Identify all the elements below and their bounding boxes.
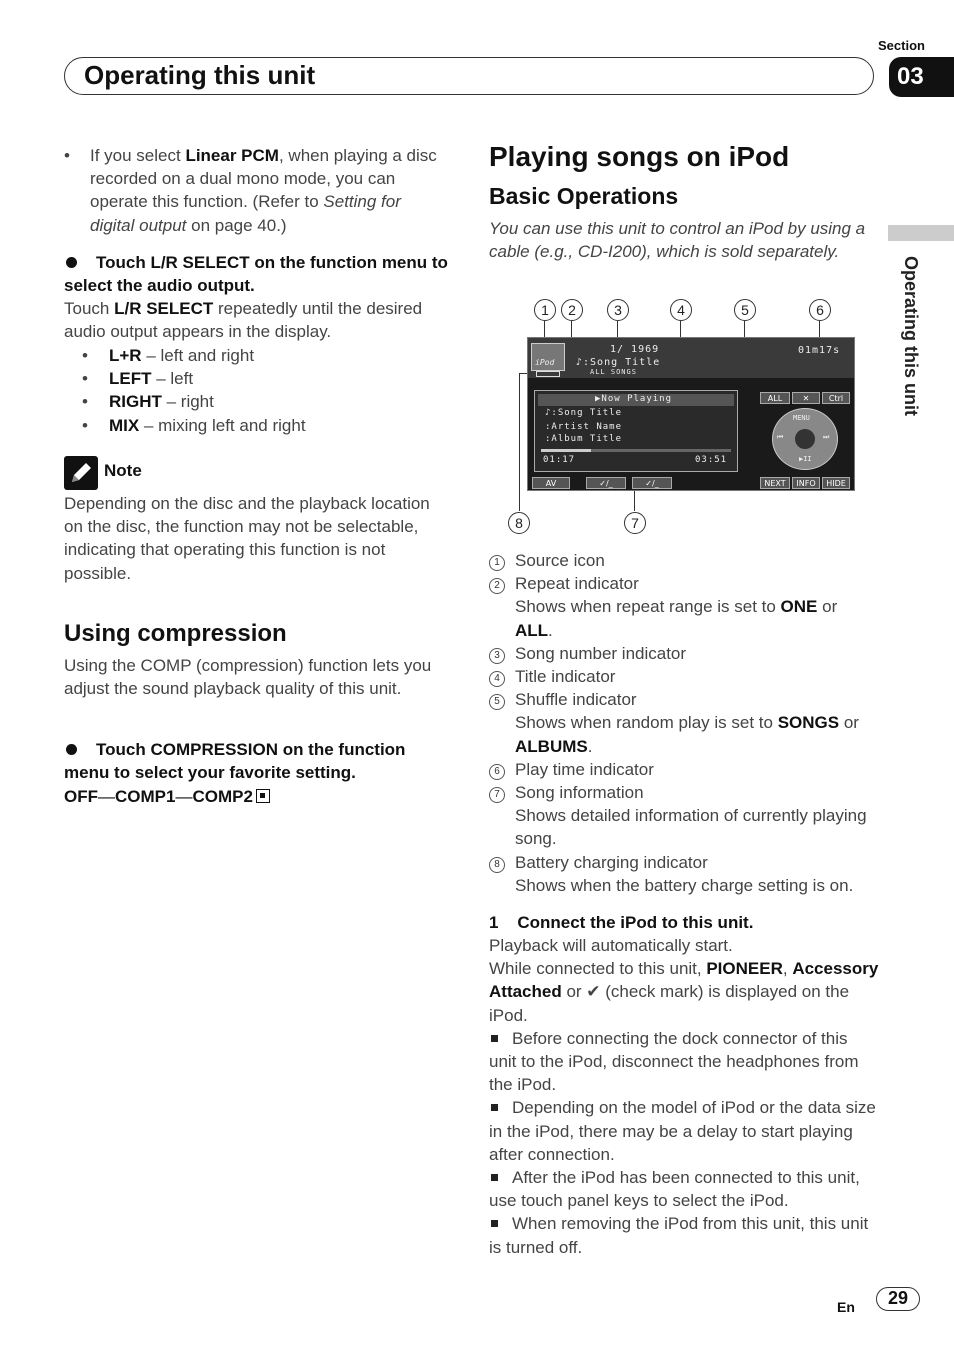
item-label: Title indicator: [515, 667, 616, 687]
item-number: 2: [489, 578, 505, 594]
connect-description: [489, 934, 879, 1259]
item-label: Source icon: [515, 551, 605, 570]
compression-heading: Using compression: [64, 620, 287, 647]
item-label: Song information: [515, 783, 644, 803]
list-item: [489, 549, 879, 572]
note-text: Before connecting the dock connector of this unit to the iPod, disconnect the headphones from the iPod.: [489, 1028, 859, 1095]
item-label: Song number indicator: [515, 643, 687, 663]
check-button-1[interactable]: ✓/_: [586, 477, 626, 489]
bullet-text-mid: , when playing a disc recorded on a dual mono mode, you can operate this function. (Refer to: [90, 146, 437, 212]
desc-text: Shows when repeat range is set to: [515, 597, 781, 617]
note-text: When removing the iPod from this unit, this unit is turned off.: [489, 1214, 869, 1257]
comp-setting: COMP1: [115, 787, 176, 806]
callout-4: 4: [670, 299, 692, 321]
option-desc: – left: [151, 369, 194, 389]
list-item: • RIGHT – right: [82, 392, 214, 412]
item-label: Battery charging indicator: [515, 852, 708, 872]
item-number: 8: [489, 857, 505, 873]
desc-text: Touch: [64, 299, 115, 318]
list-item: [489, 851, 879, 874]
list-item: [489, 781, 879, 804]
item-number: 6: [489, 764, 505, 780]
desc-bold: L/R SELECT: [114, 299, 214, 318]
callout-5: 5: [734, 299, 756, 321]
list-item: • LEFT – left: [82, 369, 194, 389]
callout-1: 1: [534, 299, 556, 321]
note-item: [489, 1166, 879, 1212]
item-number: 3: [489, 648, 505, 664]
bullet-text-post: on page 40.): [186, 215, 287, 235]
menu-label: MENU: [793, 414, 810, 422]
item-description: Shows when the battery charge setting is on.: [515, 875, 854, 895]
option-key: RIGHT: [109, 392, 162, 412]
total-time: 03:51: [695, 455, 728, 465]
list-item: • L+R – left and right: [82, 346, 255, 365]
page-number: 29: [876, 1287, 920, 1311]
desc-text: or: [817, 597, 838, 617]
connect-text: or ✔ (check mark) is displayed on the iPod.: [489, 982, 850, 1025]
desc-bold: SONGS: [777, 713, 840, 733]
note-label: Note: [104, 461, 142, 480]
side-tab-marker: [888, 225, 954, 241]
info-button[interactable]: INFO: [792, 477, 820, 489]
bullet-bold: Linear PCM: [185, 146, 279, 165]
note-pencil-icon: [64, 456, 98, 490]
side-tab-label: Operating this unit: [901, 256, 921, 416]
callout-2: 2: [561, 299, 583, 321]
source-label: iPod: [535, 358, 555, 367]
list-item: [489, 758, 879, 781]
option-key: LEFT: [109, 369, 152, 389]
av-menu-button[interactable]: AV MENU: [532, 477, 570, 489]
ipod-intro: You can use this unit to control an iPod by using a cable (e.g., CD-I200), which is sold separately.: [489, 219, 866, 262]
connect-bold: PIONEER: [706, 959, 783, 979]
note-text: Depending on the model of iPod or the data size in the iPod, there may be a delay to start playing after connection.: [489, 1098, 876, 1164]
option-key: L+R: [109, 346, 142, 365]
list-item: [489, 665, 879, 688]
battery-indicator-icon: [536, 371, 560, 377]
note-item: [489, 1096, 879, 1166]
callout-6: 6: [809, 299, 831, 321]
artist-name: :Artist Name: [545, 422, 623, 432]
option-desc: – right: [161, 392, 214, 412]
ctrl-button[interactable]: Ctrl: [822, 392, 850, 404]
square-bullet-icon: [491, 1174, 498, 1181]
connect-line: Playback will automatically start.: [489, 936, 733, 955]
callout-8: 8: [508, 512, 530, 534]
song-info-panel: [534, 390, 738, 472]
next-button[interactable]: NEXT: [760, 477, 790, 489]
comp-settings-sequence: OFF—COMP1—COMP2: [64, 785, 270, 808]
section-number-badge: 03: [889, 57, 954, 97]
square-bullet-icon: [491, 1104, 498, 1111]
note-text: After the iPod has been connected to this unit, use touch panel keys to select the iPod.: [489, 1168, 860, 1211]
elapsed-time: 01:17: [543, 455, 576, 465]
step-dot-icon: [66, 257, 77, 268]
step-connect-ipod: 1 Connect the iPod to this unit.: [489, 913, 754, 932]
list-item: • MIX – mixing left and right: [82, 415, 306, 435]
source-icon: [531, 343, 565, 371]
lr-select-description: [64, 297, 456, 343]
item-description: Shows detailed information of currently playing song.: [515, 806, 867, 849]
linear-pcm-bullet: • If you select Linear PCM, when playing a disc recorded on a dual mono mode, you can operate this function. (Refer to Setting for digital output on page 40.): [64, 146, 437, 235]
album-title: :Album Title: [545, 434, 623, 444]
bullet-text: If you select: [90, 146, 186, 165]
hide-button[interactable]: HIDE: [822, 477, 850, 489]
next-icon: ⏭: [823, 433, 830, 441]
basic-operations-heading: Basic Operations: [489, 183, 679, 209]
comp-setting: OFF: [64, 787, 98, 806]
options-list: [82, 344, 442, 437]
desc-text-post: repeatedly until the desired audio output appears in the display.: [64, 299, 423, 342]
item-number: 4: [489, 671, 505, 687]
desc-bold: ALBUMS: [515, 736, 588, 756]
note-text: Depending on the disc and the playback location on the disc, the function may not be selectable, indicating that operating this function is not possible.: [64, 494, 430, 583]
option-key: MIX: [109, 415, 140, 435]
step-text: Touch COMPRESSION on the function menu to select your favorite setting.: [64, 740, 406, 783]
callout-7: 7: [624, 512, 646, 534]
desc-text: Shows when random play is set to: [515, 713, 778, 733]
desc-text: .: [587, 736, 593, 756]
list-item: [489, 572, 879, 595]
desc-text: or: [839, 713, 859, 733]
comp-setting: COMP2: [192, 787, 253, 806]
indicator-legend: [489, 549, 879, 897]
item-description: [515, 711, 879, 757]
title-indicator: ♪:Song Title: [576, 357, 661, 368]
connect-text: ,: [782, 959, 793, 979]
item-number: 7: [489, 787, 505, 803]
desc-text: .: [548, 620, 553, 640]
option-desc: – mixing left and right: [139, 415, 306, 435]
ipod-screen-illustration: [527, 337, 855, 499]
step-lr-select: [64, 251, 456, 297]
now-playing-label: ▶Now Playing: [595, 394, 673, 404]
song-number-indicator: 1/ 1969: [610, 344, 660, 355]
section-label: Section: [878, 38, 925, 53]
bullet-italic: Setting for digital output: [90, 192, 401, 235]
song-title: ♪:Song Title: [545, 408, 623, 418]
shuffle-indicator: ALL SONGS: [590, 368, 637, 376]
end-mark-icon: [256, 789, 270, 803]
item-number: 1: [489, 555, 505, 571]
item-description: [515, 595, 879, 641]
square-bullet-icon: [491, 1220, 498, 1227]
shuffle-button[interactable]: ✕: [792, 392, 820, 404]
callout-3: 3: [607, 299, 629, 321]
option-desc: – left and right: [141, 346, 255, 365]
desc-bold: ALL: [515, 620, 549, 640]
prev-icon: ⏮: [777, 433, 784, 441]
note-item: [489, 1212, 879, 1258]
click-wheel[interactable]: [772, 408, 838, 470]
item-number: 5: [489, 694, 505, 710]
check-button-2[interactable]: ✓/_: [632, 477, 672, 489]
step-text: Touch L/R SELECT on the function menu to select the audio output.: [64, 253, 448, 296]
item-label: Shuffle indicator: [515, 690, 637, 710]
step-dot-icon: [66, 744, 77, 755]
square-bullet-icon: [491, 1035, 498, 1042]
item-label: Play time indicator: [515, 759, 654, 779]
ipod-heading: Playing songs on iPod: [489, 141, 790, 172]
play-pause-icon: ▶II: [799, 455, 812, 463]
desc-bold: ONE: [780, 597, 818, 617]
item-label: Repeat indicator: [515, 574, 639, 594]
compression-description: Using the COMP (compression) function lets you adjust the sound playback quality of this unit.: [64, 656, 432, 699]
connect-text: While connected to this unit,: [489, 959, 707, 979]
note-item: [489, 1027, 879, 1097]
list-item: [489, 642, 879, 665]
progress-bar-fill: [541, 449, 591, 452]
footer-language: En: [837, 1299, 855, 1315]
connect-bold: Accessory Attached: [489, 959, 879, 1002]
page-title: Operating this unit: [84, 60, 316, 90]
list-item: [489, 688, 879, 711]
step-compression: [64, 738, 449, 784]
play-time-indicator: 01m17s: [798, 345, 841, 356]
repeat-all-button[interactable]: ALL: [760, 392, 790, 404]
